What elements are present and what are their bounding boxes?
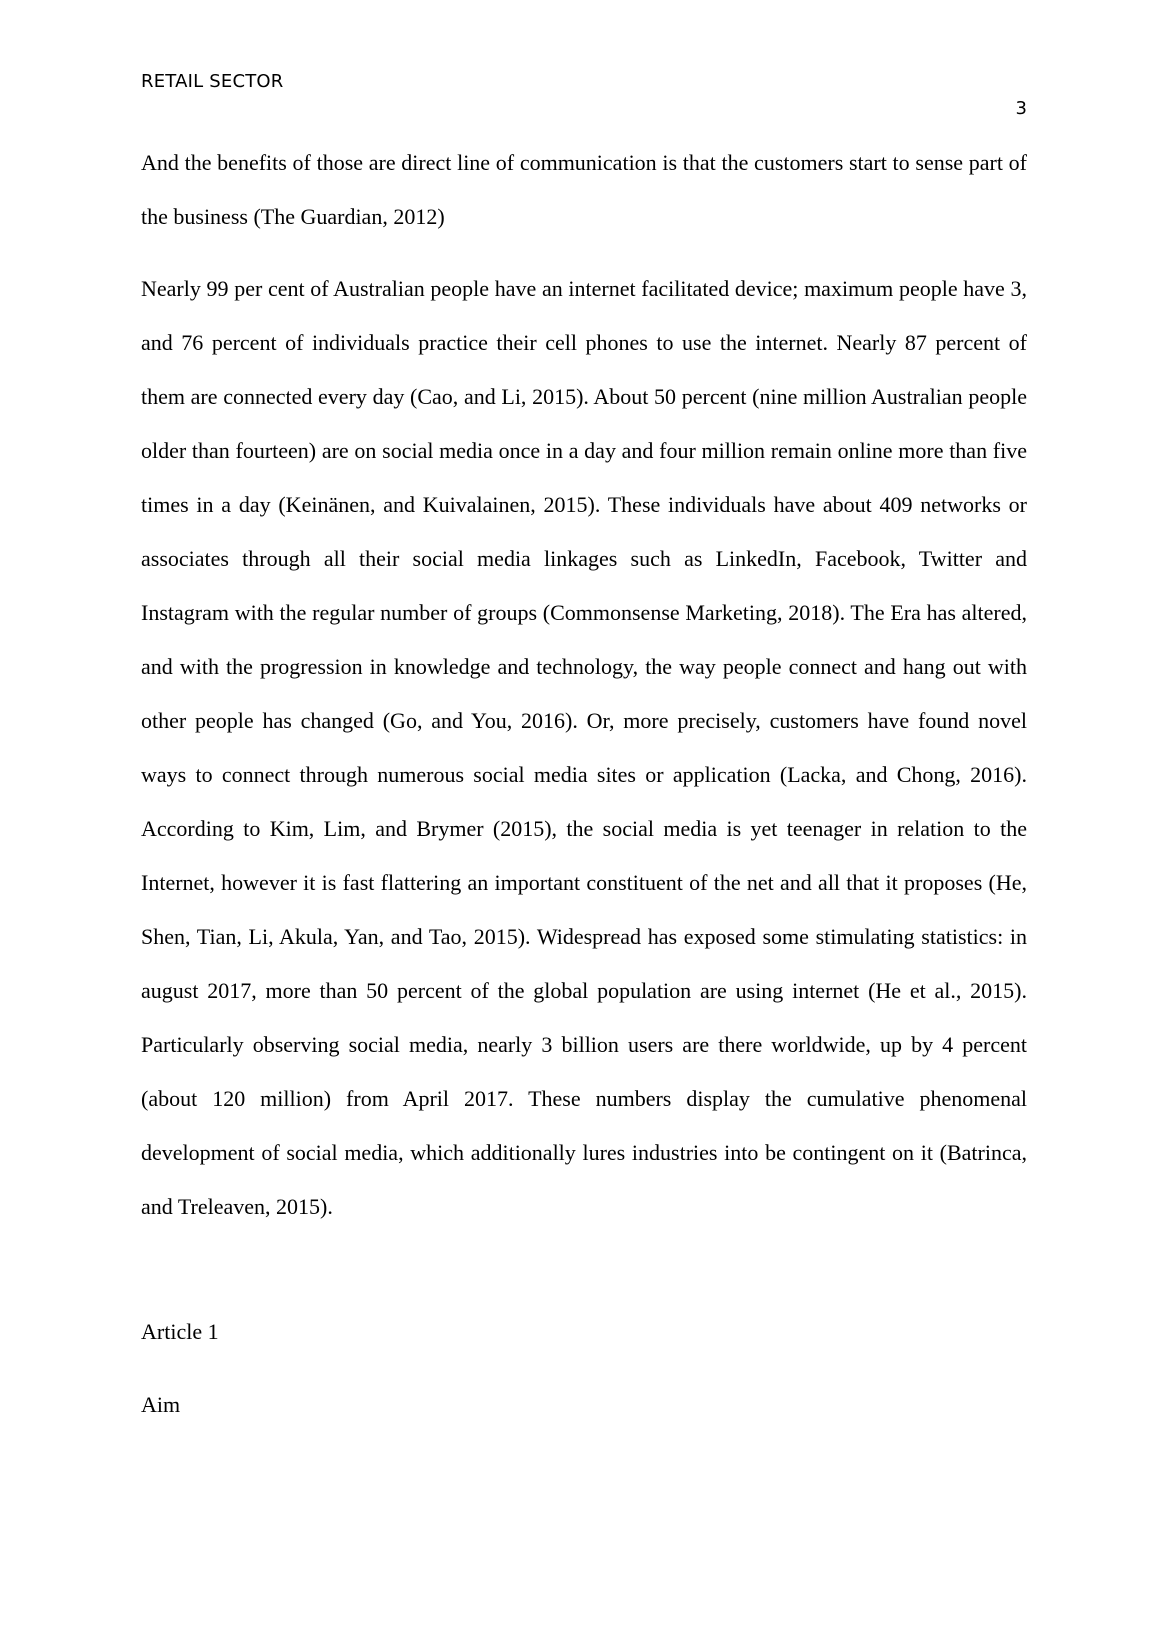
running-head: RETAIL SECTOR xyxy=(141,71,284,92)
page-number: 3 xyxy=(1015,98,1027,119)
section-heading-aim: Aim xyxy=(141,1392,181,1417)
paragraph-statistics: Nearly 99 per cent of Australian people have an internet facilitated device; maximum people have 3, and 76 percent of individuals practice their cell phones to use the internet. Nearly 87 percent of them are connected every day (Cao, and Li, 2015). About 50 percent (nine million Australian people older than fourteen) are on social media once in a day and four million remain online more than five times in a day (Keinänen, and Kuivalainen, 2015). These individuals have about 409 networks or associates through all their social media linkages such as LinkedIn, Facebook, Twitter and Instagram with the regular number of groups (Commonsense Marketing, 2018). The Era has altered, and with the progression in knowledge and technology, the way people connect and hang out with other people has changed (Go, and You, 2016). Or, more precisely, customers have found novel ways to connect through numerous social media sites or application (Lacka, and Chong, 2016). According to Kim, Lim, and Brymer (2015), the social media is yet teenager in relation to the Internet, however it is fast flattering an important constituent of the net and all that it proposes (He, Shen, Tian, Li, Akula, Yan, and Tao, 2015). Widespread has exposed some stimulating statistics: in august 2017, more than 50 percent of the global population are using internet (He et al., 2015). Particularly observing social media, nearly 3 billion users are there worldwide, up by 4 percent (about 120 million) from April 2017. These numbers display the cumulative phenomenal development of social media, which additionally lures industries into be contingent on it (Batrinca, and Treleaven, 2015). xyxy=(141,276,1027,1219)
section-heading-article: Article 1 xyxy=(141,1319,219,1344)
paragraph-intro: And the benefits of those are direct line of communication is that the customers start to sense part of the business (The Guardian, 2012) xyxy=(141,150,1027,229)
